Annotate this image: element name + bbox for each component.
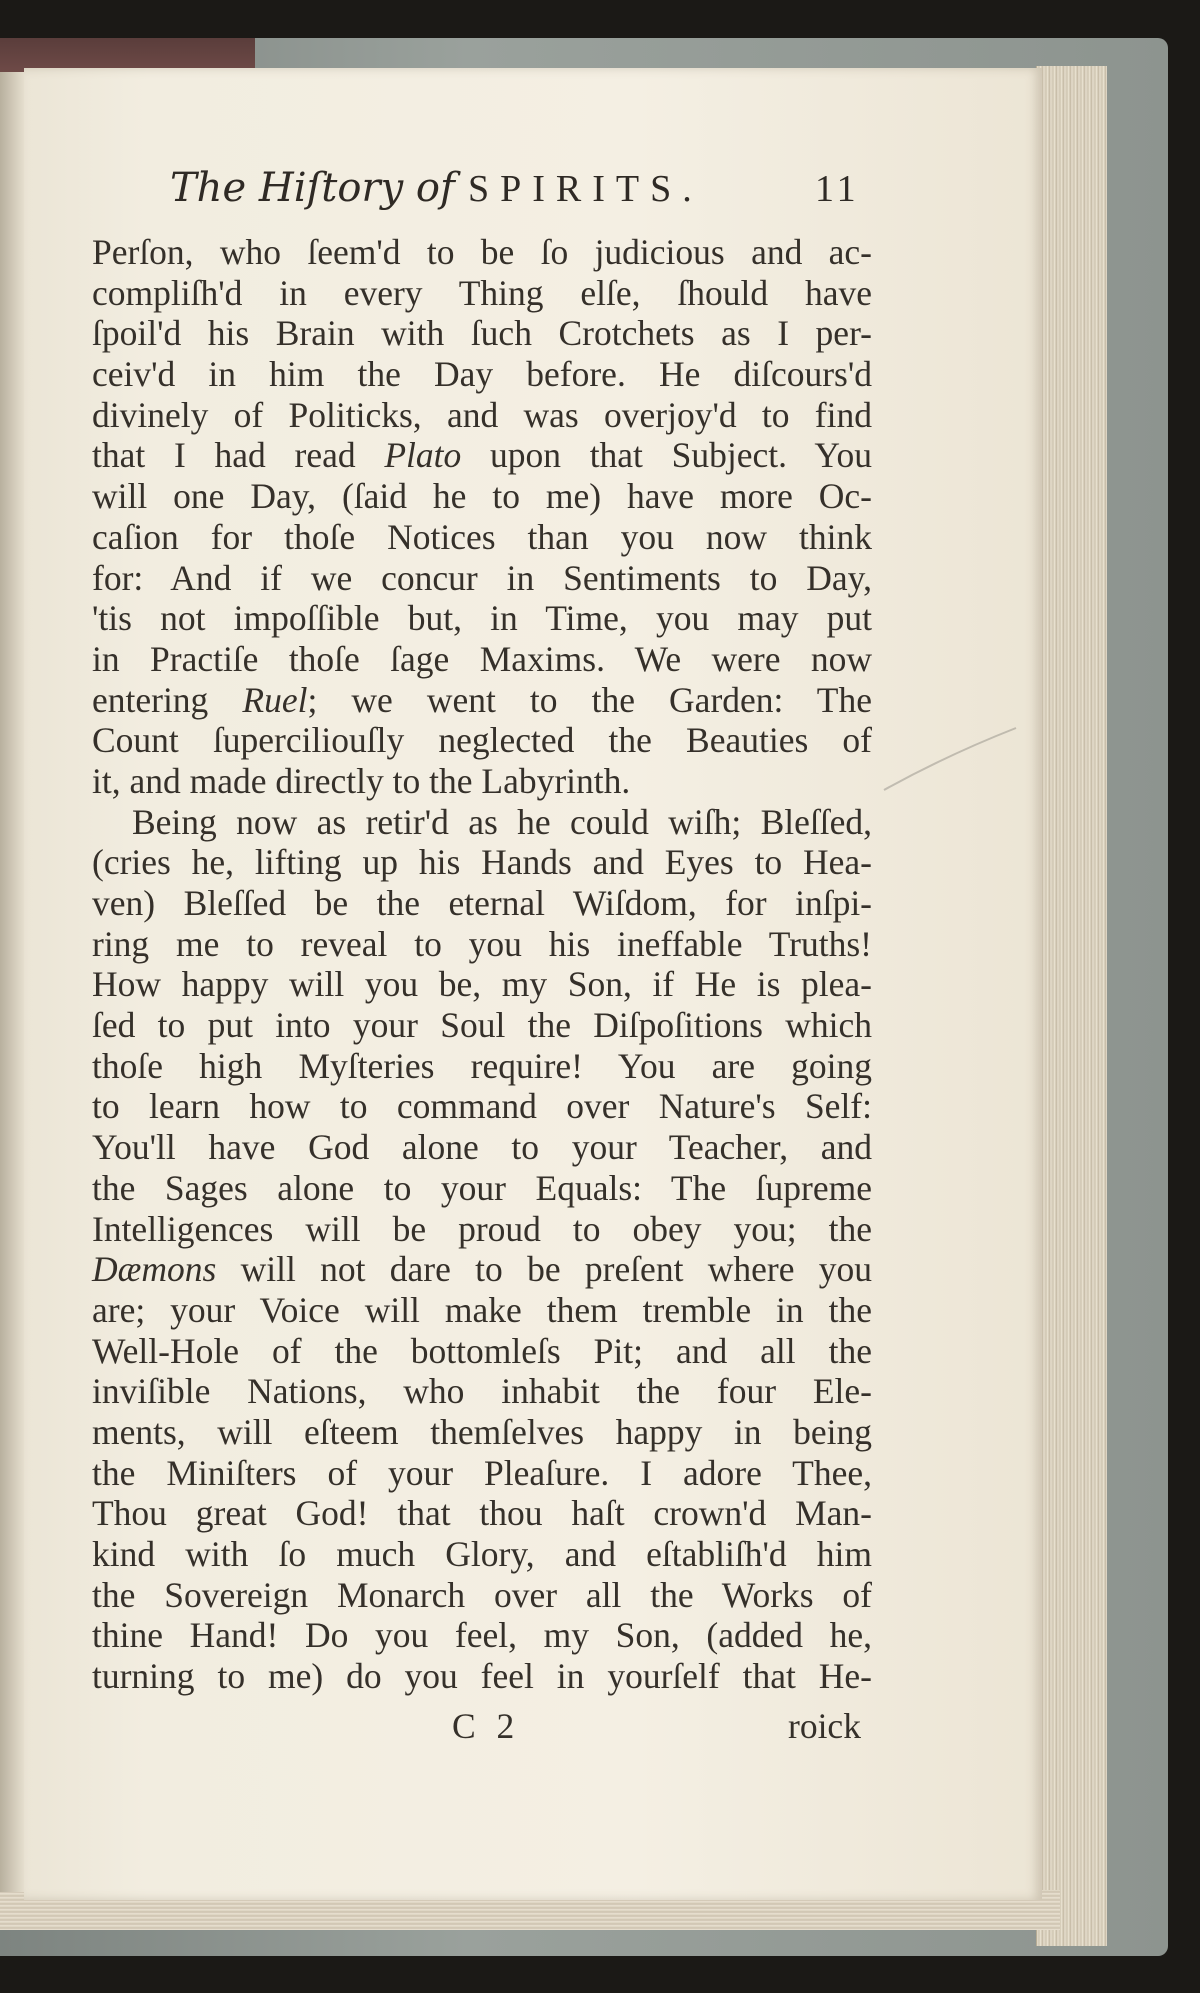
text-line: in Practiſe thoſe ſage Maxims. We were now (92, 638, 872, 679)
text-line: inviſible Nations, who inhabit the four Ele- (92, 1371, 872, 1412)
text-line: kind with ſo much Glory, and eſtabliſh'd him (92, 1534, 872, 1574)
page-number: 11 (815, 168, 860, 210)
text-line: the Sovereign Monarch over all the Works of (92, 1574, 872, 1615)
text-line: the Sages alone to your Equals: The ſupreme (92, 1167, 872, 1208)
text-line: Intelligences will be proud to obey you; the (92, 1208, 872, 1249)
text-line: Thou great God! that thou haſt crown'd Man- (92, 1493, 872, 1534)
text-line: are; your Voice will make them tremble in the (92, 1289, 872, 1330)
running-head (0, 165, 1200, 225)
pencil-mark-icon (880, 720, 1020, 800)
text-line: ſed to put into your Soul the Diſpoſitions which (92, 1005, 872, 1046)
text-line-paragraph-start: Being now as retir'd as he could wiſh; Bleſſed, (132, 801, 872, 842)
running-head-subject: SPIRITS. (468, 168, 703, 210)
text-line: You'll have God alone to your Teacher, and (92, 1127, 872, 1168)
running-head-title: The Hiſtory of (170, 165, 455, 211)
text-line: divinely of Politicks, and was overjoy'd to find (92, 394, 872, 435)
text-line: How happy will you be, my Son, if He is plea- (92, 964, 872, 1005)
text-line: Count ſuperciliouſly neglected the Beauties of (92, 720, 872, 761)
text-line: thoſe high Myſteries require! You are going (92, 1045, 872, 1086)
text-line: thine Hand! Do you feel, my Son, (added he, (92, 1615, 872, 1656)
catchword: roick (788, 1706, 861, 1746)
text-line: that I had read Plato upon that Subject. You (92, 435, 872, 476)
text-line: ceiv'd in him the Day before. He diſcours'd (92, 354, 872, 395)
text-line: Well-Hole of the bottomleſs Pit; and all the (92, 1330, 872, 1371)
page-footer (0, 1705, 1200, 1755)
text-line: the Miniſters of your Pleaſure. I adore Thee, (92, 1452, 872, 1493)
text-line: ring me to reveal to you his ineffable Truths! (92, 923, 872, 964)
gutter-shadow (0, 72, 26, 1892)
text-line: 'tis not impoſſible but, in Time, you may put (92, 598, 872, 639)
text-line: (cries he, lifting up his Hands and Eyes to Hea- (92, 842, 872, 883)
body-text (92, 232, 872, 1697)
text-line: will one Day, (ſaid he to me) have more Oc- (92, 476, 872, 517)
text-line: Perſon, who ſeem'd to be ſo judicious and ac- (92, 232, 872, 272)
signature-mark: C 2 (452, 1706, 521, 1746)
text-line: turning to me) do you feel in yourſelf that He- (92, 1656, 872, 1697)
text-line: ſpoil'd his Brain with ſuch Crotchets as I per- (92, 313, 872, 354)
text-line: ments, will eſteem themſelves happy in being (92, 1411, 872, 1452)
text-line: caſion for thoſe Notices than you now think (92, 516, 872, 557)
text-line: ven) Bleſſed be the eternal Wiſdom, for inſpi- (92, 883, 872, 923)
text-line-paragraph-end: it, and made directly to the Labyrinth. (92, 760, 631, 801)
text-line: Dæmons will not dare to be preſent where you (92, 1249, 872, 1290)
text-line: for: And if we concur in Sentiments to Day, (92, 557, 872, 598)
page-fore-edge (1036, 66, 1107, 1946)
text-line: entering Ruel; we went to the Garden: The (92, 679, 872, 720)
text-line: to learn how to command over Nature's Self: (92, 1086, 872, 1127)
facing-page-binding (0, 38, 255, 72)
text-line: compliſh'd in every Thing elſe, ſhould have (92, 272, 872, 313)
